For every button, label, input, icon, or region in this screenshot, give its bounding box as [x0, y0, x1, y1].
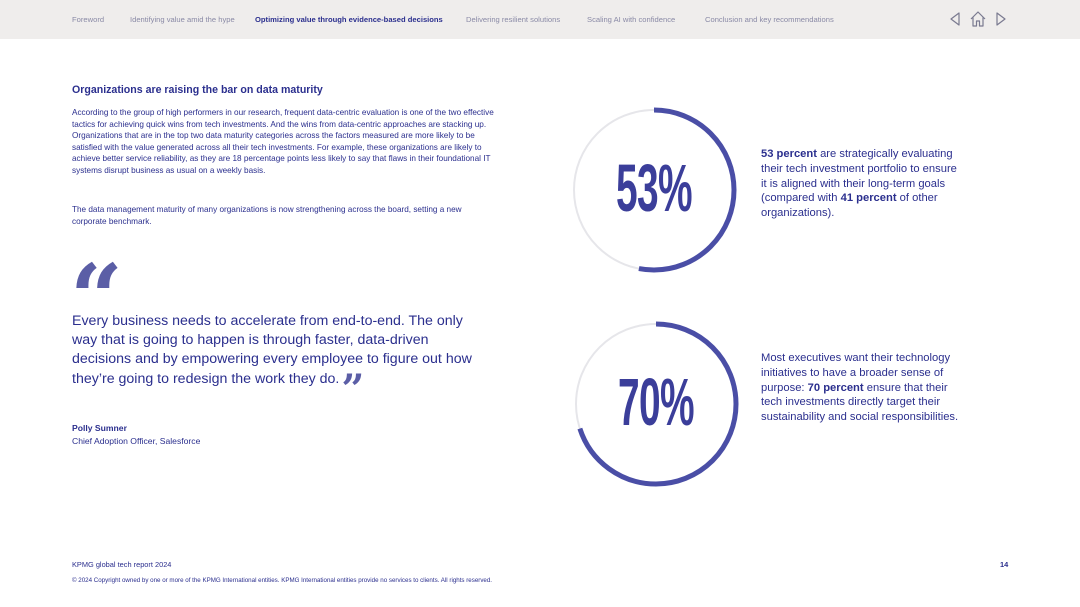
stat-1-bold-2: 41 percent	[840, 192, 897, 205]
body-paragraph-1: According to the group of high performers in our research, frequent data-centric evaluation is one of the two effective tactics for achieving quick wins from tech investments. And the wins from data-centric approaches are stacking up. Organizations that are in the top two data maturity categories across the factors measured are more likely to be satisfied with the value generated across all their tech investments. For example, these organizations are likely to achieve better service reliability, as they are 18 percentage points less likely to say that flaws in their foundational IT systems disrupt business as usual on a weekly basis.	[72, 108, 494, 175]
pull-quote-text: Every business needs to accelerate from end-to-end. The only way that is going to happen is through faster, data-driven decisions and by empowering every employee to figure out how they’re going to redesign the work they do.	[72, 313, 472, 387]
page-number: 14	[1000, 560, 1009, 569]
quote-author: Polly Sumner	[72, 423, 127, 433]
nav-item-foreword[interactable]: Foreword	[72, 15, 105, 24]
stat-2-text-pre: Most executives want their technology initiatives to have a broader sense of purpose:	[761, 352, 951, 394]
open-quote-icon: “	[70, 244, 123, 352]
stat-value-53: 53%	[615, 151, 693, 226]
chevron-left-icon[interactable]	[947, 11, 963, 27]
stat-2-bold-1: 70 percent	[807, 381, 864, 394]
stat-1-text-mid: are strategically evaluating their tech investment portfolio to ensure it is aligned with their long-term goals (compared with	[761, 148, 957, 205]
stat-description-2	[761, 351, 961, 425]
body-paragraph-2: The data management maturity of many organizations is now strengthening across the board, setting a new corporate benchmark.	[72, 205, 462, 226]
stat-1-text-post: of other organizations).	[761, 192, 938, 220]
pull-quote: Every business needs to accelerate from end-to-end. The only way that is going to happen is through faster, data-driven decisions and by empowering every employee to figure out how they’re going to redesign the work they do.”	[72, 313, 472, 413]
quote-author-role: Chief Adoption Officer, Salesforce	[72, 436, 201, 446]
nav-item-identifying-value[interactable]: Identifying value amid the hype	[130, 15, 235, 24]
copyright-notice: © 2024 Copyright owned by one or more of the KPMG International entities. KPMG International entities provide no services to clients. All rights reserved.	[72, 577, 493, 584]
stat-1-bold-1: 53 percent	[761, 148, 817, 160]
chevron-right-icon[interactable]	[993, 11, 1009, 27]
top-navigation-bar	[0, 0, 1080, 39]
stat-2-text-mid: ensure that their tech investments directly target their sustainability and social responsibilities.	[761, 381, 959, 424]
nav-item-scaling-ai[interactable]: Scaling AI with confidence	[587, 15, 676, 24]
nav-item-conclusion[interactable]: Conclusion and key recommendations	[705, 15, 834, 24]
nav-item-delivering-resilient[interactable]: Delivering resilient solutions	[466, 15, 561, 24]
stat-description-1	[761, 147, 961, 221]
footer-report-title: KPMG global tech report 2024	[72, 560, 172, 569]
home-icon[interactable]	[969, 10, 987, 28]
stat-value-70: 70%	[617, 365, 695, 440]
section-heading: Organizations are raising the bar on data maturity	[72, 84, 323, 96]
nav-item-optimizing-value[interactable]: Optimizing value through evidence-based decisions	[255, 15, 443, 24]
